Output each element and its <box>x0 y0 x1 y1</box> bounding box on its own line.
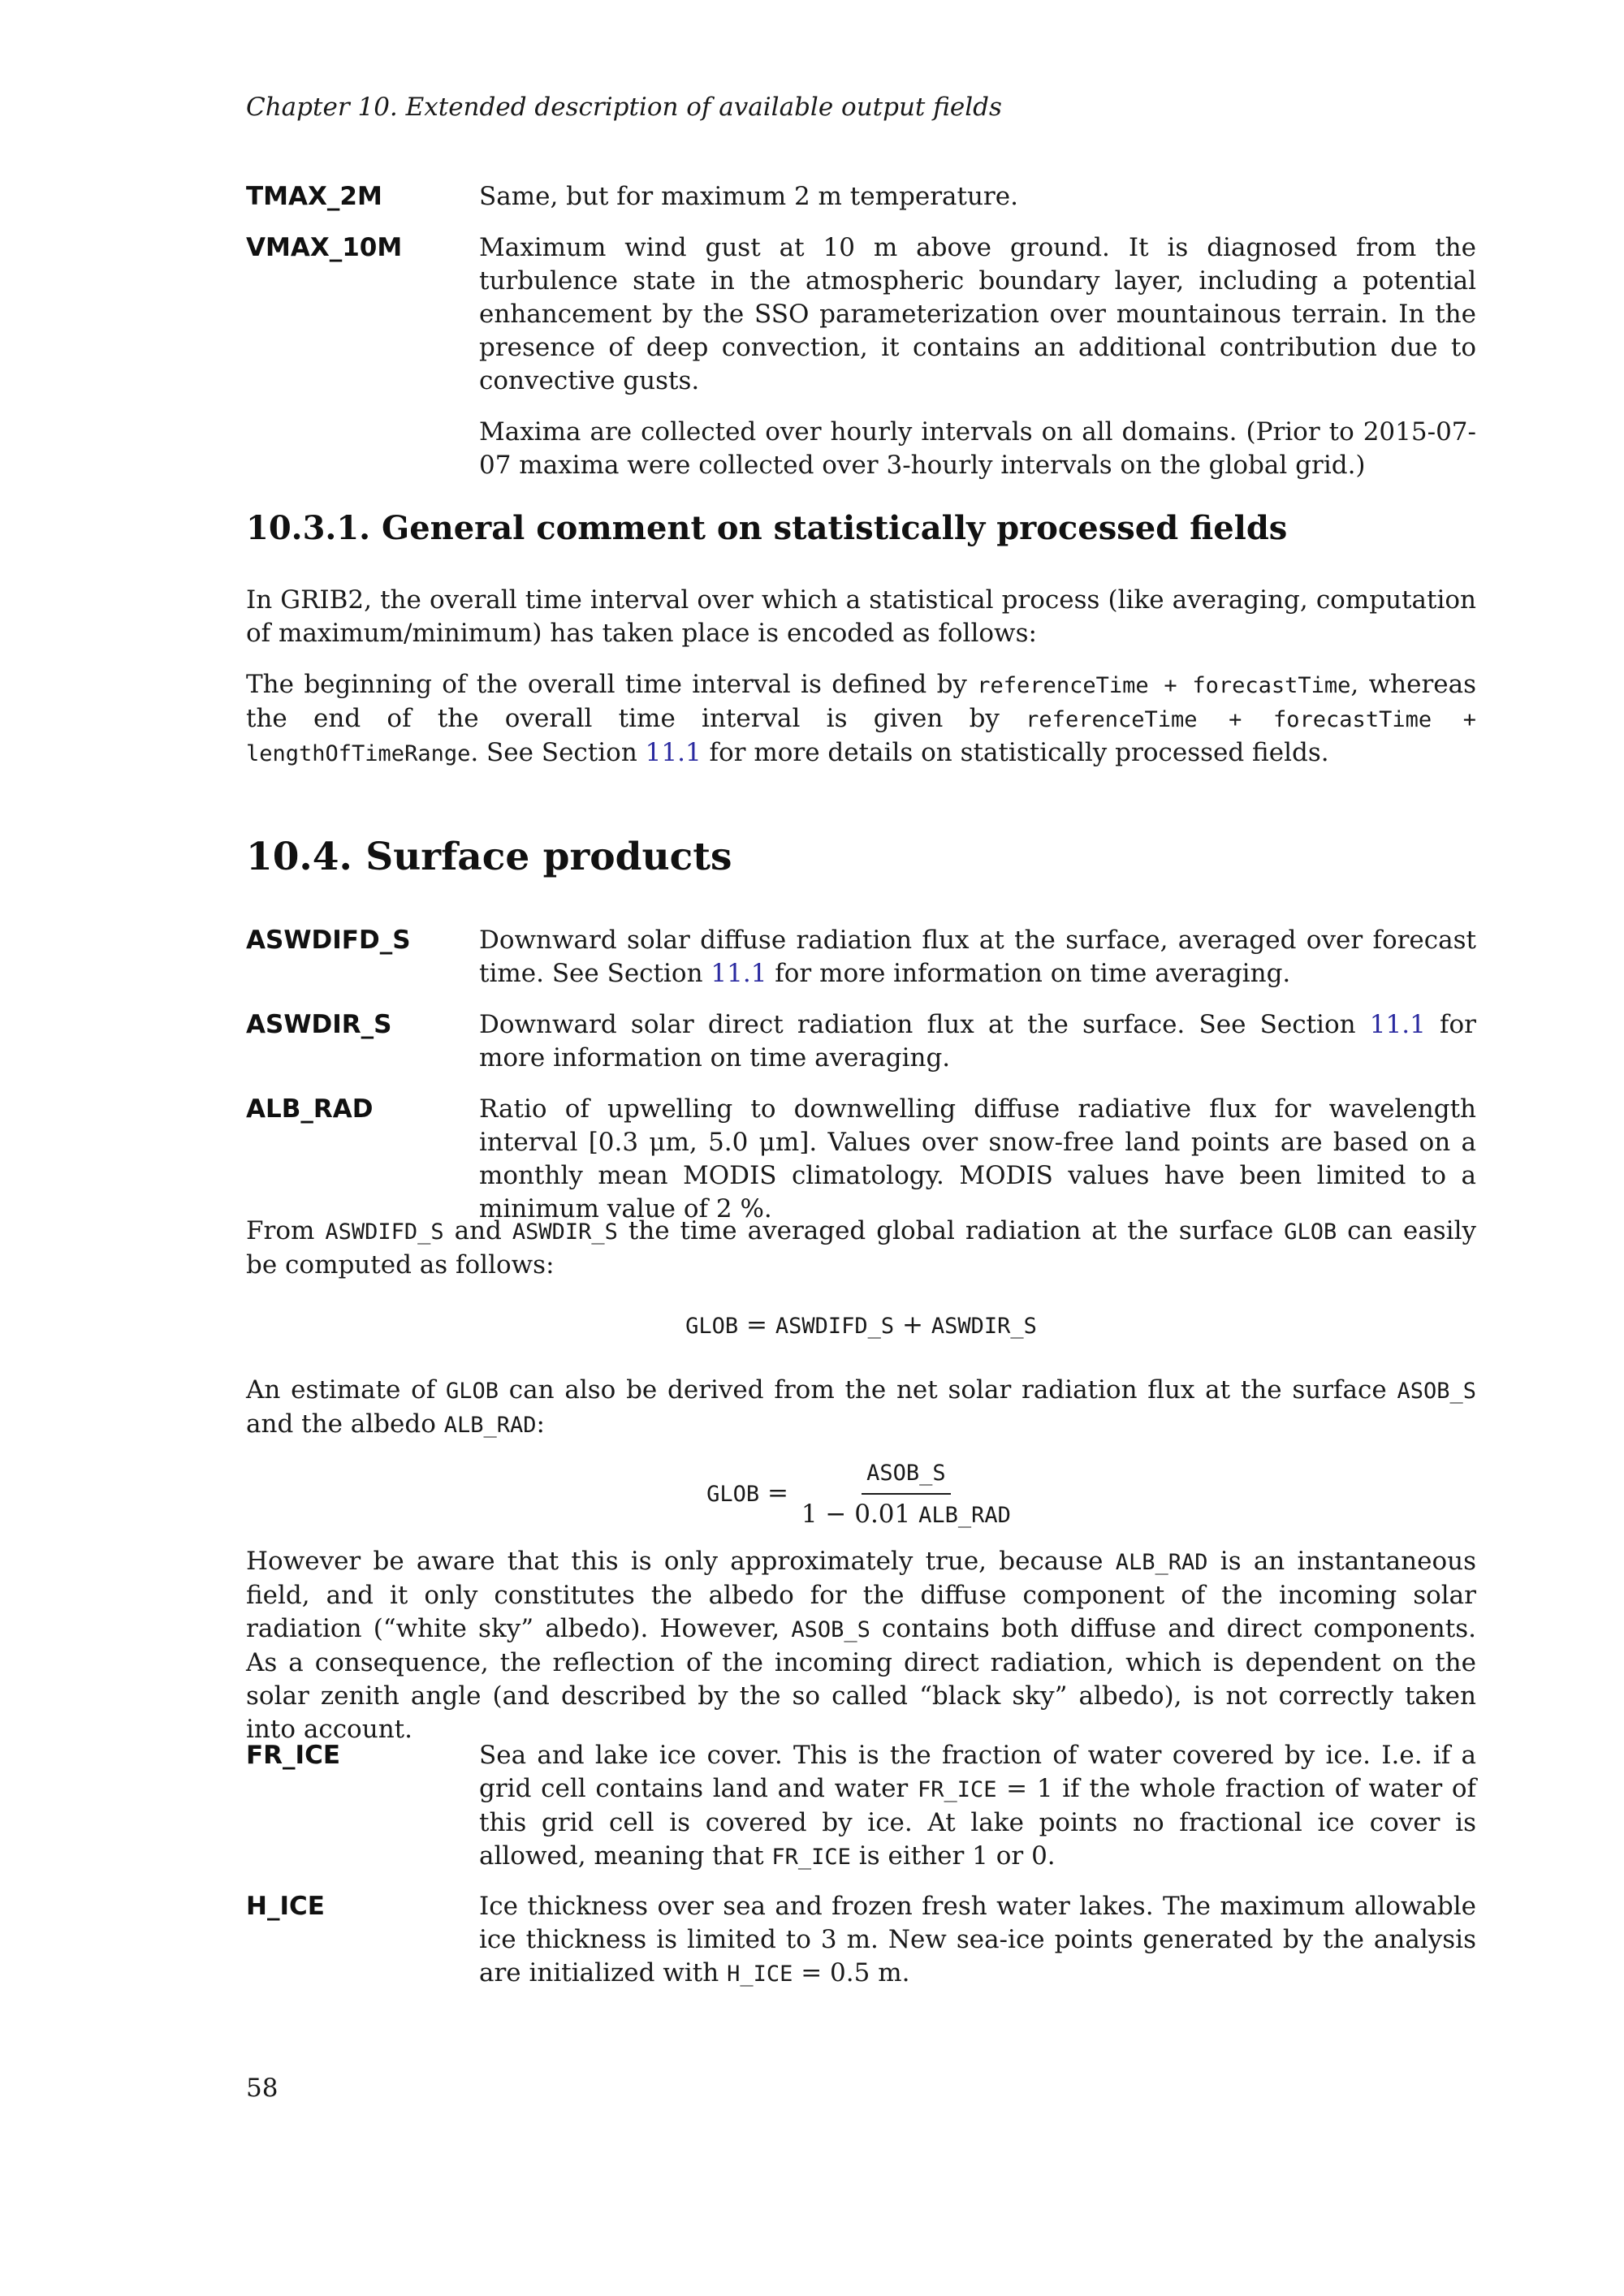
paragraph: The beginning of the overall time interval is defined by referenceTime + forecastTime, whereas the end of the overall time interval is given by referenceTime + forecastTime + lengthOfTimeRange. See Section 11.1 for more details on statistically processed fields. <box>246 670 1477 767</box>
inline-code: ALB_RAD <box>1115 1550 1208 1575</box>
definition-text: Downward solar diffuse radiation flux at the surface, averaged over forecast time. See Section 11.1 for more information on time averaging. <box>479 926 1476 988</box>
paragraph: In GRIB2, the overall time interval over which a statistical process (like averaging, computation of maximum/minimum) has taken place is encoded as follows: <box>246 585 1476 648</box>
fraction: $\frac{\text{ASOB\_S}}{\text{1 − 0.01 ALB\_RAD}}$ <box>797 1457 1016 1532</box>
definition-entry <box>246 1008 1476 1093</box>
section-body-10-3-1 <box>246 584 1476 770</box>
definition-entry <box>246 231 1476 482</box>
definition-text: Sea and lake ice cover. This is the fraction of water covered by ice. I.e. if a grid cell contains land and water FR_ICE = 1 if the whole fraction of water of this grid cell is covered by ice. At lake points no fractional ice cover is allowed, meaning that FR_ICE is either 1 or 0. <box>479 1741 1476 1871</box>
inline-code: ASOB_S <box>1397 1379 1476 1404</box>
section-heading-10-3-1: 10.3.1. General comment on statistically processed fields <box>246 509 1288 547</box>
section-link[interactable]: 11.1 <box>1369 1010 1426 1039</box>
equation-glob-albedo: GLOB = $\frac{\text{ASOB\_S}}{\text{1 − 0.01 ALB\_RAD}}$ <box>246 1457 1476 1532</box>
glob-paragraph-2: An estimate of GLOB can also be derived from the net solar radiation flux at the surface ASOB_S and the albedo ALB_RAD: <box>246 1375 1476 1439</box>
running-head: Chapter 10. Extended description of available output fields <box>246 93 1002 122</box>
inline-code: FR_ICE <box>917 1777 997 1802</box>
definition-list-ice <box>246 1739 1476 1991</box>
definition-text: Ice thickness over sea and frozen fresh water lakes. The maximum allowable ice thickness is limited to 3 m. New sea-ice points generated by the analysis are initialized with H_ICE = 0.5 m. <box>479 1892 1476 1987</box>
inline-code: FR_ICE <box>771 1845 851 1870</box>
inline-code: ASOB_S <box>791 1617 870 1642</box>
section-link[interactable]: 11.1 <box>710 959 767 988</box>
definition-text: Ratio of upwelling to downwelling diffuse radiative flux for wavelength interval [0.3 μm, 5.0 μm]. Values over snow-free land points are based on a monthly mean MODIS climatology. MODIS values have been limited to a minimum value of 2 %. <box>479 1094 1476 1224</box>
section-link[interactable]: 11.1 <box>645 738 702 767</box>
definition-text: Downward solar direct radiation flux at the surface. See Section 11.1 for more information on time averaging. <box>479 1010 1476 1072</box>
definition-text: Maxima are collected over hourly intervals on all domains. (Prior to 2015-07-07 maxima were collected over 3-hourly intervals on the global grid.) <box>479 417 1476 480</box>
definition-term: ALB_RAD <box>246 1094 374 1124</box>
glob-paragraph-1: From ASWDIFD_S and ASWDIR_S the time averaged global radiation at the surface GLOB can easily be computed as follows: <box>246 1216 1477 1280</box>
definition-list-top <box>246 180 1476 482</box>
inline-code: ASWDIFD_S <box>325 1219 444 1245</box>
inline-code: ALB_RAD <box>443 1413 537 1438</box>
glob-paragraph-3: However be aware that this is only approximately true, because ALB_RAD is an instantaneous field, and it only constitutes the albedo for the diffuse component of the incoming solar radiation (“white sky” albedo). However, ASOB_S contains both diffuse and direct components. As a consequence, the reflection of the incoming direct radiation, which is dependent on the solar zenith angle (and described by the so called “black sky” albedo), is not correctly taken into account. <box>246 1547 1476 1744</box>
definition-text: Maximum wind gust at 10 m above ground. It is diagnosed from the turbulence state in the atmospheric boundary layer, including a potential enhancement by the SSO parameterization over mountainous terrain. In the presence of deep convection, it contains an additional contribution due to convective gusts. <box>479 233 1476 395</box>
definition-entry <box>246 1890 1476 1991</box>
definition-text: Same, but for maximum 2 m temperature. <box>479 182 1018 211</box>
inline-code: ASWDIR_S <box>512 1219 618 1245</box>
section-heading-10-4: 10.4. Surface products <box>246 835 732 879</box>
inline-code: H_ICE <box>727 1962 793 1987</box>
definition-term: TMAX_2M <box>246 182 382 211</box>
definition-entry <box>246 1739 1476 1890</box>
inline-code: GLOB <box>1284 1219 1337 1245</box>
page-number: 58 <box>246 2074 279 2103</box>
inline-code: referenceTime + forecastTime <box>977 673 1351 698</box>
definition-list-surface <box>246 924 1476 1226</box>
definition-term: ASWDIFD_S <box>246 926 411 955</box>
definition-entry <box>246 180 1476 231</box>
definition-term: H_ICE <box>246 1892 325 1921</box>
definition-entry <box>246 924 1476 1008</box>
definition-entry <box>246 1093 1476 1226</box>
equation-glob-sum: GLOB = ASWDIFD_S + ASWDIR_S <box>685 1310 1037 1340</box>
inline-code: referenceTime + forecastTime + lengthOfTimeRange <box>246 707 1476 766</box>
definition-term: FR_ICE <box>246 1741 341 1770</box>
inline-code: GLOB <box>446 1379 499 1404</box>
definition-term: ASWDIR_S <box>246 1010 392 1039</box>
definition-term: VMAX_10M <box>246 233 403 262</box>
